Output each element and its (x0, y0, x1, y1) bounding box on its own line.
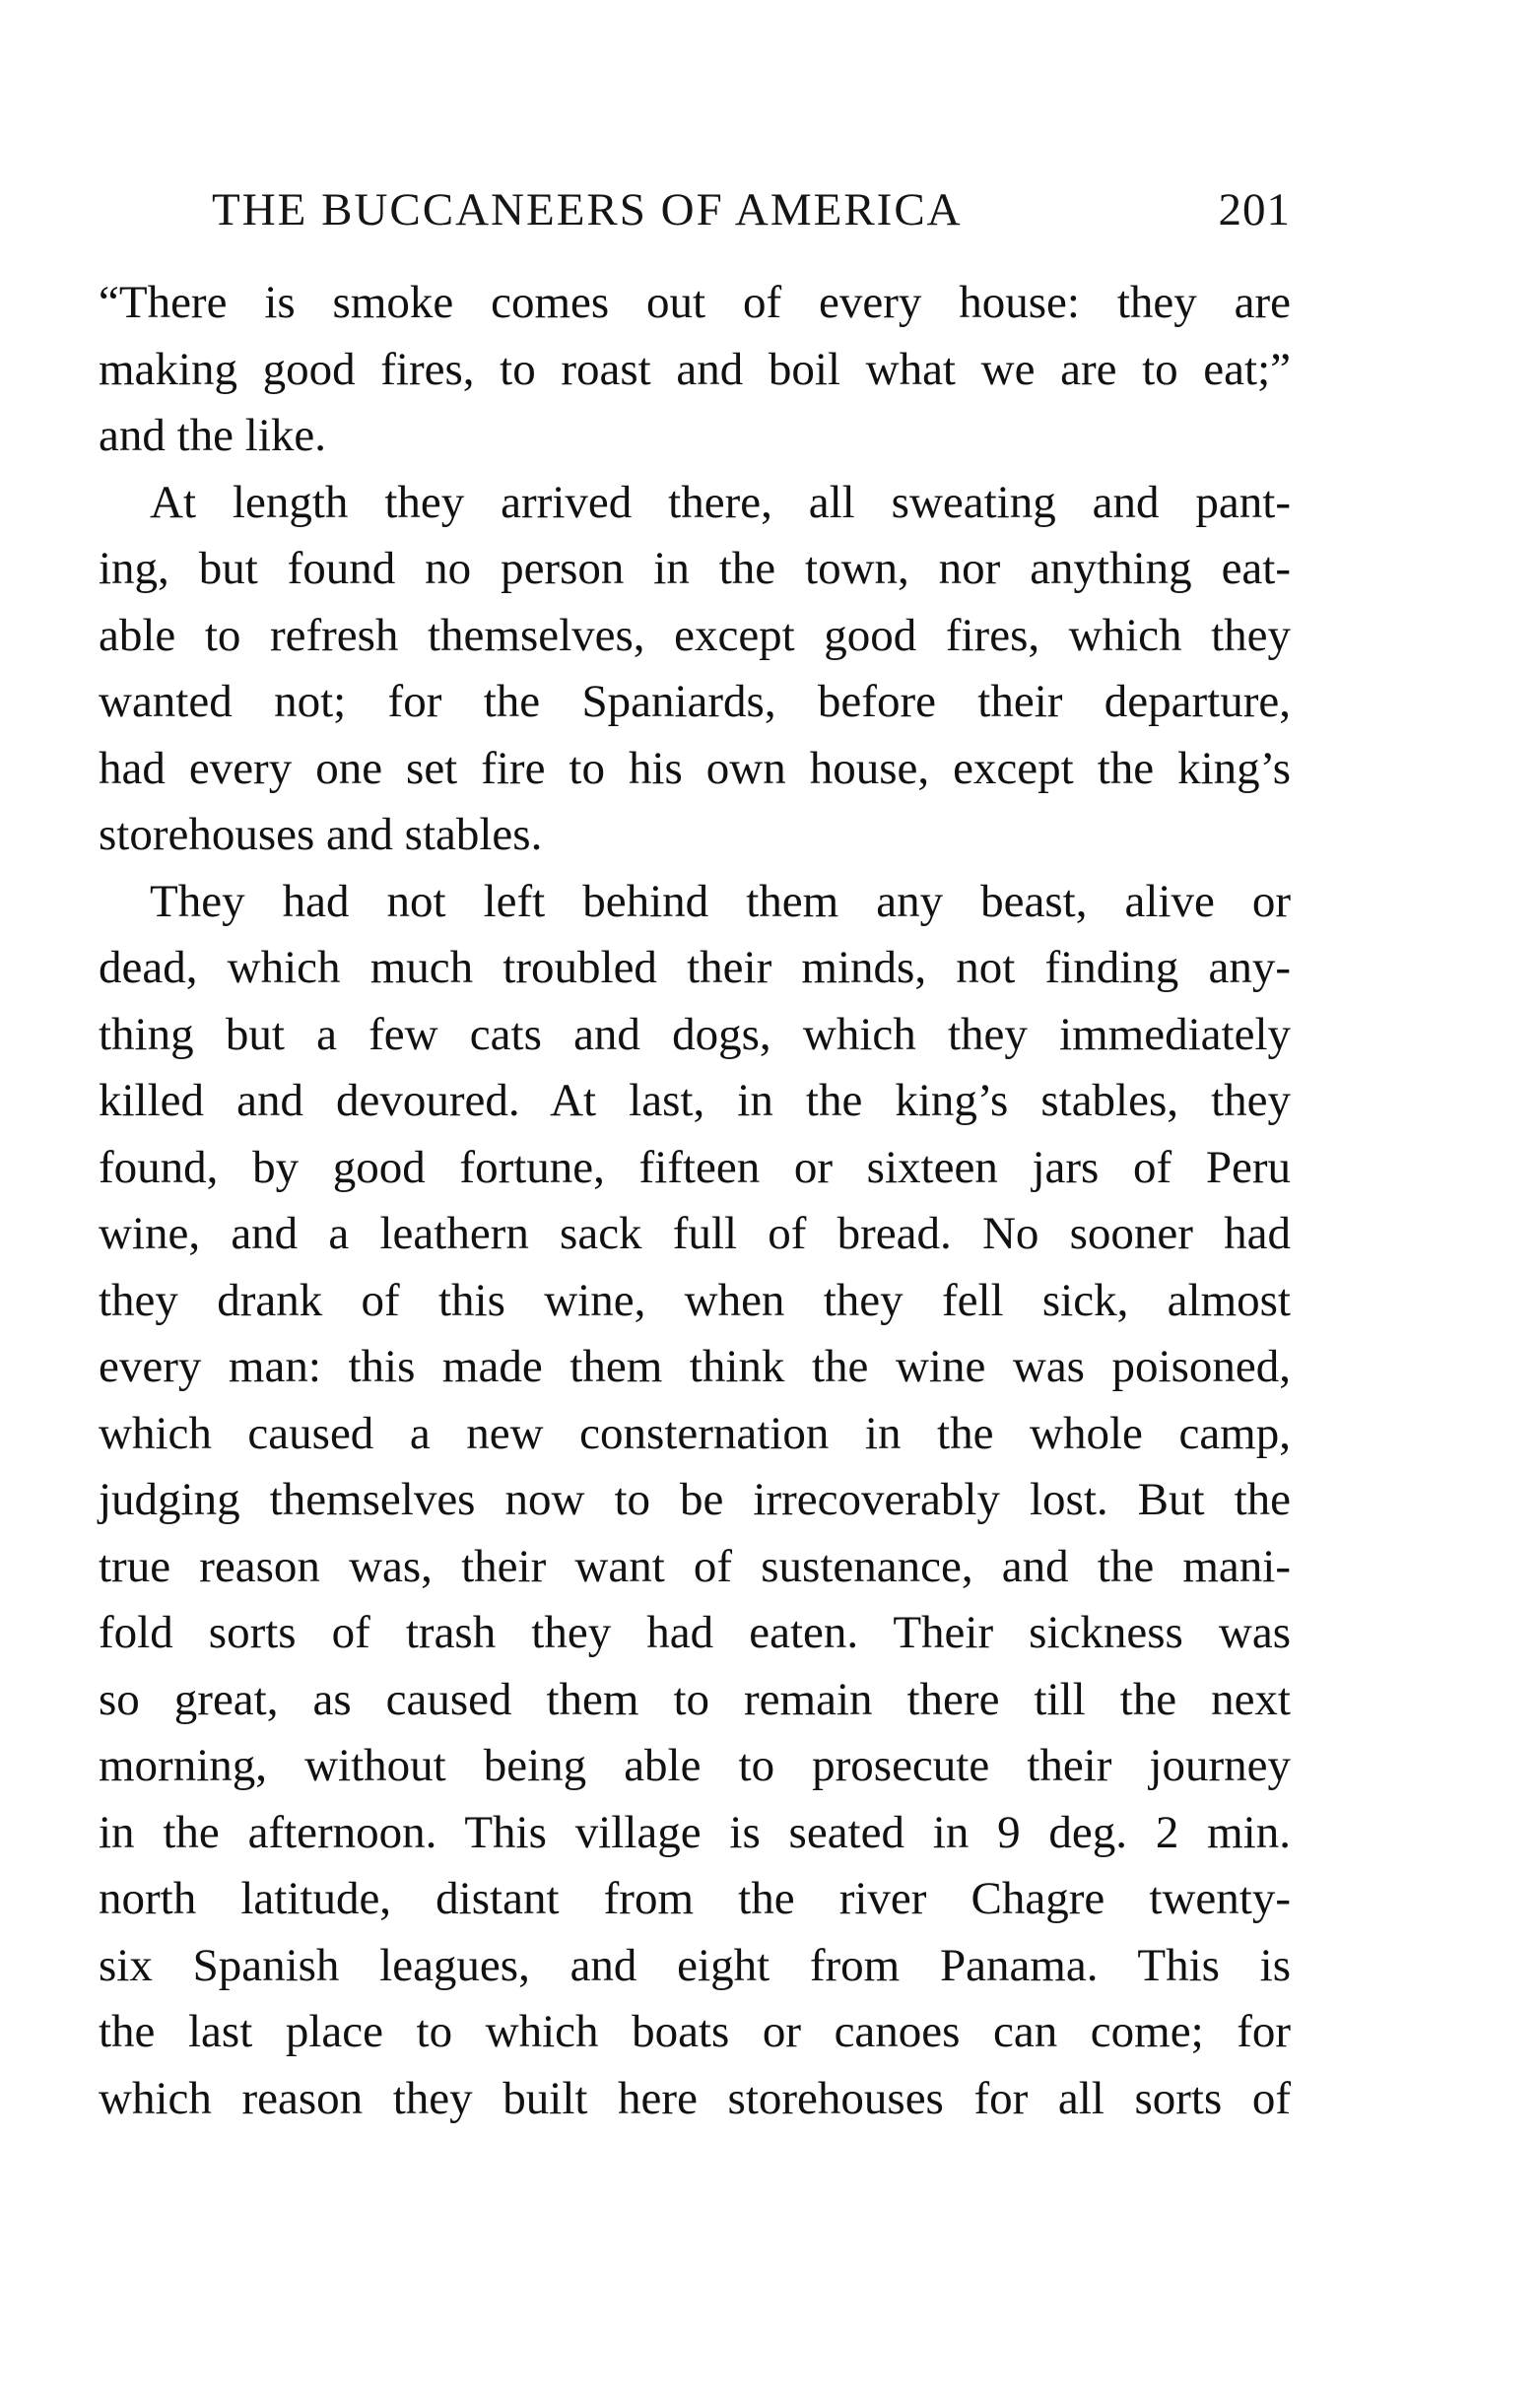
text-line: “There is smoke comes out of every house: they are (99, 277, 1291, 328)
paragraph-3 (99, 869, 1291, 2133)
body-text (99, 270, 1291, 2132)
text-line: fold sorts of trash they had eaten. Their sickness was (99, 1607, 1291, 1658)
text-line: morning, without being able to prosecute their journey (99, 1740, 1291, 1791)
text-line: the last place to which boats or canoes can come; for (99, 2006, 1291, 2057)
text-line: wanted not; for the Spaniards, before their departure, (99, 676, 1291, 727)
text-line: found, by good fortune, fifteen or sixteen jars of Peru (99, 1141, 1291, 1193)
text-line: north latitude, distant from the river Chagre twenty- (99, 1873, 1291, 1924)
text-line: six Spanish leagues, and eight from Panama. This is (99, 1939, 1291, 1991)
text-line: every man: this made them think the wine was poisoned, (99, 1341, 1291, 1392)
running-head: THE BUCCANEERS OF AMERICA (212, 184, 963, 235)
text-line: and the like. (99, 410, 327, 461)
page-number: 201 (1218, 184, 1291, 235)
text-line: which reason they built here storehouses for all sorts of (99, 2072, 1291, 2124)
text-line: true reason was, their want of sustenance, and the mani- (99, 1540, 1291, 1592)
text-line: killed and devoured. At last, in the king’s stables, they (99, 1075, 1291, 1126)
text-line: able to refresh themselves, except good fires, which they (99, 609, 1291, 661)
text-line: dead, which much troubled their minds, not finding any- (99, 942, 1291, 993)
text-line: so great, as caused them to remain there till the next (99, 1673, 1291, 1725)
text-line: storehouses and stables. (99, 809, 543, 860)
text-line: They had not left behind them any beast, alive or (150, 875, 1291, 927)
text-line: At length they arrived there, all sweating and pant- (150, 476, 1291, 528)
paragraph-2 (99, 470, 1291, 869)
page-header (99, 183, 1291, 252)
text-line: thing but a few cats and dogs, which they immediately (99, 1008, 1291, 1060)
text-line: ing, but found no person in the town, nor anything eat- (99, 543, 1291, 594)
text-line: wine, and a leathern sack full of bread. No sooner had (99, 1208, 1291, 1259)
text-line: making good fires, to roast and boil what we are to eat;” (99, 343, 1291, 395)
paragraph-1 (99, 270, 1291, 470)
text-line: had every one set fire to his own house, except the king’s (99, 742, 1291, 794)
text-line: they drank of this wine, when they fell sick, almost (99, 1274, 1291, 1326)
text-line: which caused a new consternation in the whole camp, (99, 1407, 1291, 1459)
text-line: in the afternoon. This village is seated in 9 deg. 2 min. (99, 1806, 1291, 1858)
text-line: judging themselves now to be irrecoverably lost. But the (99, 1474, 1291, 1525)
